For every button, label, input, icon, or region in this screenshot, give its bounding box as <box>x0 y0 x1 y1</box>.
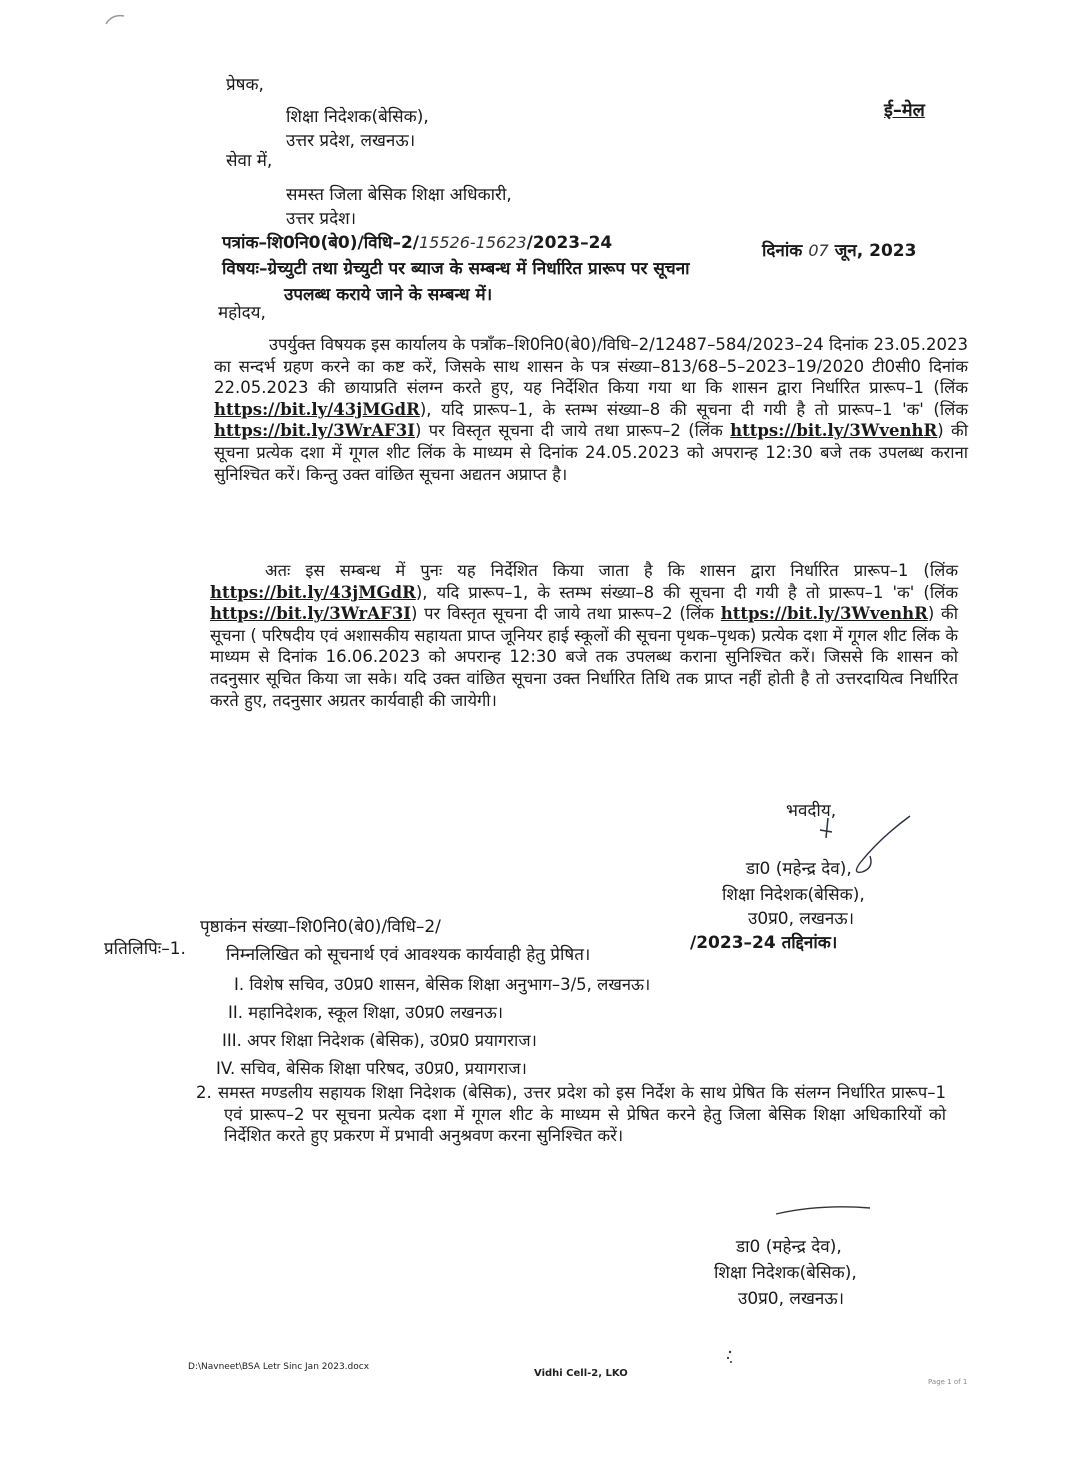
para2-text-a: अतः इस सम्बन्ध में पुनः यह निर्देशित किया जाता है कि शासन द्वारा निर्धारित प्रारूप–1 (लिंक <box>265 561 958 580</box>
para1-link-prarup2[interactable]: https://bit.ly/3WvenhR <box>730 421 938 441</box>
date-month-year: जून, 2023 <box>834 241 917 261</box>
footer-file-path: D:\Navneet\BSA Letr Sinc Jan 2023.docx <box>188 1362 370 1372</box>
endorsement-date: /2023–24 तद्दिनांक। <box>690 933 838 953</box>
signatory-place-1: उ0प्र0, लखनऊ। <box>748 909 855 929</box>
copy-label: प्रतिलिपिः–1. <box>104 939 186 959</box>
subject-line-1: विषयः–ग्रेच्युटी तथा ग्रेच्युटी पर ब्याज के सम्बन्ध में निर्धारित प्रारूप पर सूचना <box>222 259 690 279</box>
para1-link-prarup1[interactable]: https://bit.ly/43jMGdR <box>214 399 420 419</box>
para1-text-d: ) की सूचना प्रत्येक दशा में गूगल शीट लिंक के माध्यम से दिनांक 24.05.2023 को अपरान्ह 12:30 बजे तक उपलब्ध कराना सुनिश्चित करें। किन्तु उक्त वांछित सूचना अद्यतन अप्राप्त है। <box>214 421 968 484</box>
copy-item-1: I. विशेष सचिव, उ0प्र0 शासन, बेसिक शिक्षा अनुभाग–3/5, लखनऊ। <box>234 975 651 994</box>
copy-item-4: IV. सचिव, बेसिक शिक्षा परिषद, उ0प्र0, प्रयागराज। <box>216 1059 527 1078</box>
signatory-name-1: डा0 (महेन्द्र देव), <box>746 859 852 879</box>
para2-link-prarup1ka[interactable]: https://bit.ly/3WrAF3I <box>210 604 411 624</box>
stray-ink-mark <box>724 1348 736 1366</box>
reference-prefix: पत्रांक–शि0नि0(बे0)/विधि–2/ <box>222 233 419 253</box>
footer-cell: Vidhi Cell-2, LKO <box>534 1368 628 1379</box>
para2-link-prarup2[interactable]: https://bit.ly/3WvenhR <box>720 604 928 624</box>
paragraph-1 <box>214 334 968 485</box>
signatory-designation-2: शिक्षा निदेशक(बेसिक), <box>714 1263 857 1283</box>
handwritten-letter-number: 15526-15623 <box>419 233 527 252</box>
scan-corner-mark <box>104 12 128 26</box>
copy-item-3: III. अपर शिक्षा निदेशक (बेसिक), उ0प्र0 प्रयागराज। <box>222 1031 537 1050</box>
reference-line <box>222 232 612 254</box>
salutation: महोदय, <box>218 303 266 323</box>
para1-text-a: उपर्युक्त विषयक इस कार्यालय के पत्राँक–शि0नि0(बे0)/विधि–2/12487–584/2023–24 दिनांक 23.05.2023 का सन्दर्भ ग्रहण करने का कष्ट करें, जिसके साथ शासन के पत्र संख्या–813/68–5–2023–19/2020 टी0सी0 दिनांक 22.05.2023 की छायाप्रति संलग्न करते हुए, यह निर्देशित किया गया था कि शासन द्वारा निर्धारित प्रारूप–1 (लिंक <box>214 335 968 398</box>
para2-link-prarup1[interactable]: https://bit.ly/43jMGdR <box>210 582 416 602</box>
para1-link-prarup1ka[interactable]: https://bit.ly/3WrAF3I <box>214 421 415 441</box>
closing-bhavdiya: भवदीय, <box>786 801 837 821</box>
signature-stroke <box>770 1200 880 1220</box>
copy-item-2-paragraph <box>196 1082 946 1147</box>
para1-text-b: ), यदि प्रारूप–1, के स्तम्भ संख्या–8 की सूचना दी गयी है तो प्रारूप–1 'क' (लिंक <box>419 399 968 419</box>
para2-text-b: ), यदि प्रारूप–1, के स्तम्भ संख्या–8 की सूचना दी गयी है तो प्रारूप–1 'क' (लिंक <box>415 582 958 602</box>
sender-label: प्रेषक, <box>226 75 264 95</box>
recipient-label: सेवा में, <box>226 151 273 171</box>
copy-intro: निम्नलिखित को सूचनार्थ एवं आवश्यक कार्यवाही हेतु प्रेषित। <box>226 945 591 965</box>
paragraph-2 <box>210 560 958 711</box>
copy-item-2: II. महानिदेशक, स्कूल शिक्षा, उ0प्र0 लखनऊ। <box>228 1003 504 1022</box>
recipient-designation: समस्त जिला बेसिक शिक्षा अधिकारी, <box>286 185 512 205</box>
recipient-location: उत्तर प्रदेश। <box>286 209 357 229</box>
footer-page-number: Page 1 of 1 <box>928 1378 968 1386</box>
copy-item-2-text: 2. समस्त मण्डलीय सहायक शिक्षा निदेशक (बेसिक), उत्तर प्रदेश को इस निर्देश के साथ प्रेषित कि संलग्न निर्धारित प्रारूप–1 एवं प्रारूप–2 पर सूचना प्रत्येक दशा में गूगल शीट के माध्यम से प्रेषित करने हेतु जिला बेसिक शिक्षा अधिकारियों को निर्देशित करते हुए प्रकरण में प्रभावी अनुश्रवण करना सुनिश्चित करें। <box>196 1083 946 1146</box>
para2-text-d: ) की सूचना ( परिषदीय एवं अशासकीय सहायता प्राप्त जूनियर हाई स्कूलों की सूचना पृथक–पृथक) प्रत्येक दशा में गूगल शीट लिंक के माध्यम से दिनांक 16.06.2023 को अपरान्ह 12:30 बजे तक उपलब्ध कराना सुनिश्चित करें। जिससे कि शासन को तदनुसार सूचित किया जा सके। यदि उक्त वांछित सूचना उक्त निर्धारित तिथि तक प्राप्त नहीं होती है तो उत्तरदायित्व निर्धारित करते हुए, तदनुसार अग्रतर कार्यवाही की जायेगी। <box>210 604 958 710</box>
para1-text-c: ) पर विस्तृत सूचना दी जाये तथा प्रारूप–2 (लिंक <box>414 421 731 441</box>
handwritten-date-day: 07 <box>808 241 829 260</box>
subject-line-2: उपलब्ध कराये जाने के सम्बन्ध में। <box>284 285 493 305</box>
email-tag: ई–मेल <box>884 100 925 121</box>
signatory-place-2: उ0प्र0, लखनऊ। <box>738 1289 845 1309</box>
sender-designation: शिक्षा निदेशक(बेसिक), <box>286 107 429 127</box>
para2-text-c: ) पर विस्तृत सूचना दी जाये तथा प्रारूप–2 (लिंक <box>410 604 721 624</box>
endorsement-number: पृष्ठाकंन संख्या–शि0नि0(बे0)/विधि–2/ <box>200 917 441 937</box>
signatory-name-2: डा0 (महेन्द्र देव), <box>736 1237 842 1257</box>
signatory-designation-1: शिक्षा निदेशक(बेसिक), <box>722 885 865 905</box>
date-label: दिनांक <box>762 241 803 261</box>
sender-location: उत्तर प्रदेश, लखनऊ। <box>286 131 416 151</box>
reference-year: /2023–24 <box>526 233 613 253</box>
